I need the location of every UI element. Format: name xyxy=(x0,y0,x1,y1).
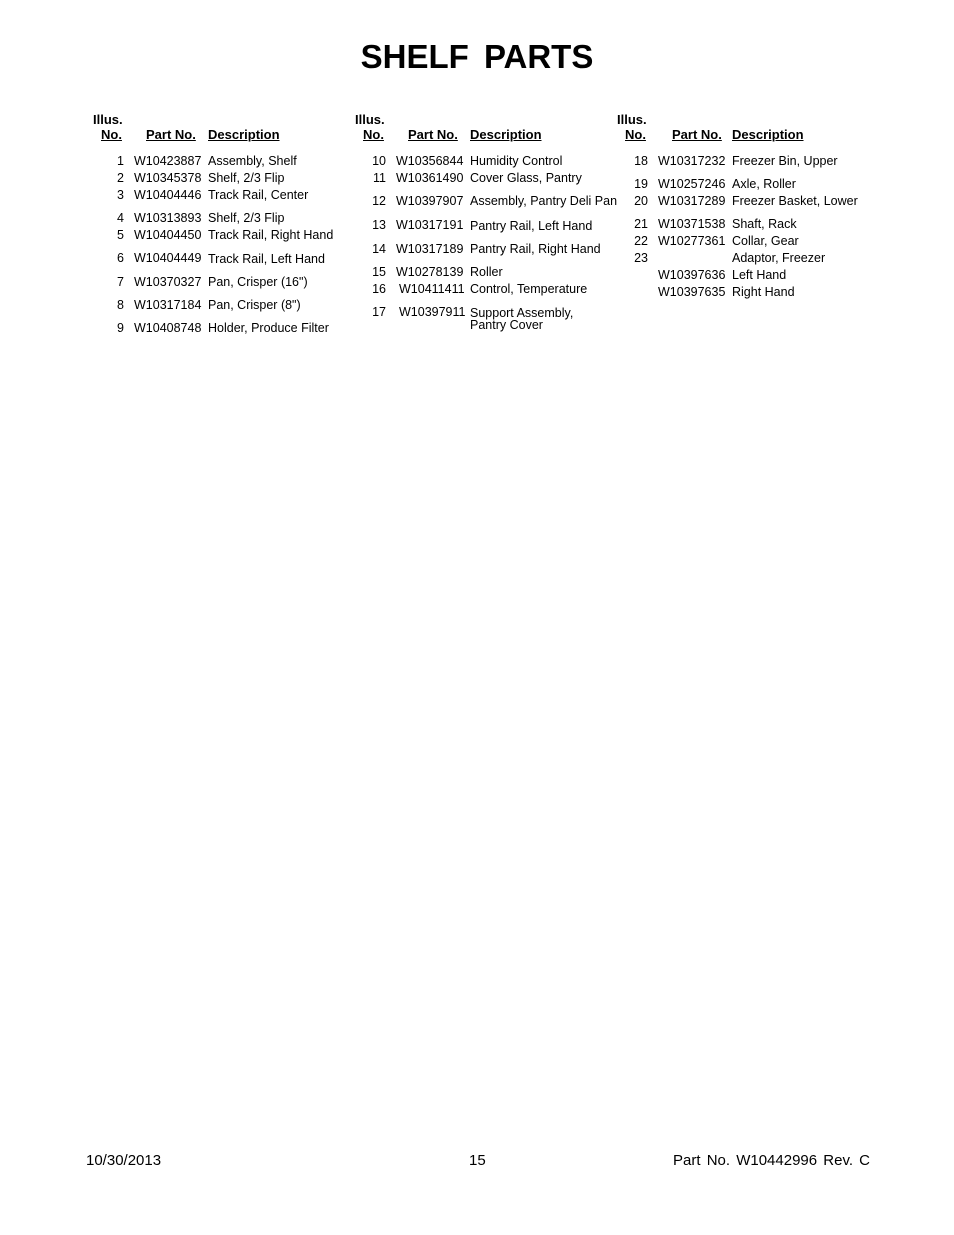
part-number: W10257246 xyxy=(658,177,726,191)
footer-date: 10/30/2013 xyxy=(86,1152,162,1169)
part-description: Left Hand xyxy=(732,268,787,282)
parts-column-3 xyxy=(612,112,882,299)
part-number: W10317184 xyxy=(134,298,202,312)
illus-number: 1 xyxy=(117,154,124,168)
illus-number: 12 xyxy=(372,194,386,208)
part-description: Freezer Basket, Lower xyxy=(732,194,858,208)
part-number: W10404450 xyxy=(134,228,202,242)
header-no: No. xyxy=(363,127,384,142)
footer-part-number: Part No. W10442996 Rev. C xyxy=(673,1152,870,1169)
illus-number: 15 xyxy=(372,265,386,279)
part-number: W10397907 xyxy=(396,194,464,208)
part-number: W10317189 xyxy=(396,242,464,256)
part-number: W10356844 xyxy=(396,154,464,168)
illus-number: 11 xyxy=(373,171,386,185)
column-header xyxy=(350,112,620,146)
part-description: Assembly, Shelf xyxy=(208,154,297,168)
illus-number: 6 xyxy=(117,251,124,265)
header-description: Description xyxy=(732,127,804,142)
illus-number: 9 xyxy=(117,321,124,335)
parts-column-2 xyxy=(350,112,620,332)
part-number: W10277361 xyxy=(658,234,726,248)
part-number: W10404446 xyxy=(134,188,202,202)
column-header xyxy=(612,112,882,146)
part-description: Collar, Gear xyxy=(732,234,799,248)
illus-number: 13 xyxy=(372,218,386,232)
illus-number: 4 xyxy=(117,211,124,225)
illus-number: 19 xyxy=(634,177,648,191)
part-number: W10345378 xyxy=(134,171,202,185)
part-description: Shelf, 2/3 Flip xyxy=(208,211,285,225)
part-description: Shelf, 2/3 Flip xyxy=(208,171,285,185)
column-header xyxy=(88,112,358,146)
illus-number: 2 xyxy=(117,171,124,185)
header-no: No. xyxy=(101,127,122,142)
header-illus: Illus. xyxy=(93,112,123,127)
part-number: W10317232 xyxy=(658,154,726,168)
header-description: Description xyxy=(470,127,542,142)
header-part-no: Part No. xyxy=(672,127,722,142)
illus-number: 10 xyxy=(372,154,386,168)
part-number: W10370327 xyxy=(134,275,202,289)
illus-number: 14 xyxy=(372,242,386,256)
illus-number: 5 xyxy=(117,228,124,242)
part-description: Freezer Bin, Upper xyxy=(732,154,838,168)
part-number: W10371538 xyxy=(658,217,726,231)
part-description: Shaft, Rack xyxy=(732,217,797,231)
part-description: Holder, Produce Filter xyxy=(208,321,329,335)
header-no: No. xyxy=(625,127,646,142)
illus-number: 7 xyxy=(117,275,124,289)
illus-number: 21 xyxy=(634,217,648,231)
footer-page-number: 15 xyxy=(469,1152,486,1169)
part-number: W10423887 xyxy=(134,154,202,168)
part-number: W10397911 xyxy=(399,305,466,319)
part-description: Track Rail, Center xyxy=(208,188,309,202)
illus-number: 17 xyxy=(372,305,386,319)
header-illus: Illus. xyxy=(355,112,385,127)
part-description: Support Assembly, Pantry Cover xyxy=(470,306,574,332)
part-description: Assembly, Pantry Deli Pan xyxy=(470,194,618,208)
header-illus: Illus. xyxy=(617,112,647,127)
part-description: Pan, Crisper (16") xyxy=(208,275,308,289)
part-number: W10317289 xyxy=(658,194,726,208)
illus-number: 8 xyxy=(117,298,124,312)
part-description: Humidity Control xyxy=(470,154,563,168)
part-number: W10408748 xyxy=(134,321,202,335)
illus-number: 23 xyxy=(634,251,648,265)
part-description: Track Rail, Left Hand xyxy=(208,252,325,266)
part-description: Adaptor, Freezer xyxy=(732,251,826,265)
illus-number: 18 xyxy=(634,154,648,168)
parts-column-1 xyxy=(88,112,358,335)
illus-number: 3 xyxy=(117,188,124,202)
part-description: Roller xyxy=(470,265,503,279)
header-part-no: Part No. xyxy=(408,127,458,142)
part-description: Pantry Rail, Left Hand xyxy=(470,219,593,233)
part-description: Control, Temperature xyxy=(470,282,588,296)
illus-number: 16 xyxy=(372,282,386,296)
part-number: W10317191 xyxy=(396,218,464,232)
part-number: W10404449 xyxy=(134,251,202,265)
part-number: W10278139 xyxy=(396,265,464,279)
part-number: W10313893 xyxy=(134,211,202,225)
part-number: W10397635 xyxy=(658,285,726,299)
part-number: W10411411 xyxy=(399,282,465,296)
part-description: Axle, Roller xyxy=(732,177,796,191)
illus-number: 20 xyxy=(634,194,648,208)
part-number: W10397636 xyxy=(658,268,726,282)
header-part-no: Part No. xyxy=(146,127,196,142)
part-description: Pantry Rail, Right Hand xyxy=(470,242,601,256)
header-description: Description xyxy=(208,127,280,142)
illus-number: 22 xyxy=(634,234,648,248)
part-description: Right Hand xyxy=(732,285,795,299)
page-title: SHELF PARTS xyxy=(360,38,594,75)
part-description: Cover Glass, Pantry xyxy=(470,171,582,185)
part-number: W10361490 xyxy=(396,171,464,185)
part-description: Pan, Crisper (8") xyxy=(208,298,301,312)
part-description: Track Rail, Right Hand xyxy=(208,228,334,242)
